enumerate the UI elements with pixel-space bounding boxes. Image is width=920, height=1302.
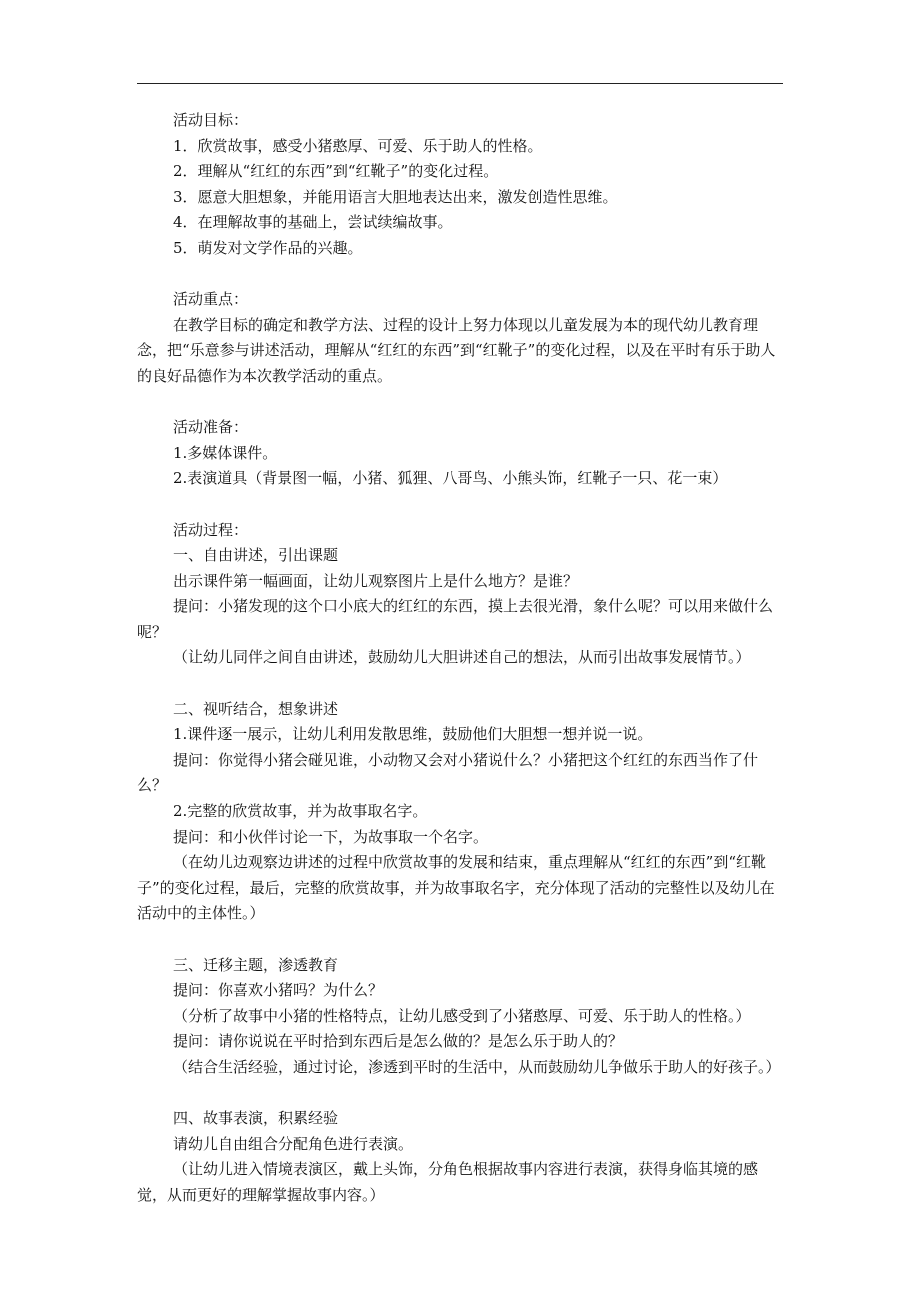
step-title: 一、自由讲述，引出课题: [173, 546, 339, 565]
spacer: [137, 927, 785, 953]
step-title: 四、故事表演，积累经验: [173, 1109, 339, 1128]
spacer: [137, 1081, 785, 1107]
prep-item: 2.表演道具（背景图一幅，小猪、狐狸、八哥鸟、小熊头饰，红靴子一只、花一束）: [173, 469, 728, 488]
process-section: [137, 518, 785, 1209]
prep-section: [137, 415, 785, 492]
spacer: [137, 390, 785, 416]
focus-heading: 活动重点：: [173, 290, 249, 309]
goal-item: 1．欣赏故事，感受小猪憨厚、可爱、乐于助人的性格。: [173, 136, 543, 155]
step-line: 请幼儿自由组合分配角色进行表演。: [173, 1134, 414, 1153]
step-line: 提问：和小伙伴讨论一下，为故事取一个名字。: [173, 827, 489, 846]
step-line: （结合生活经验，通过讨论，渗透到平时的生活中，从而鼓励幼儿争做乐于助人的好孩子。）: [173, 1057, 781, 1076]
goal-item: 2．理解从“红红的东西”到“红靴子”的变化过程。: [173, 162, 499, 181]
goal-item: 5．萌发对文学作品的兴趣。: [173, 238, 363, 257]
step-title: 二、视听结合，想象讲述: [173, 699, 339, 718]
step-line: 提问：小猪发现的这个口小底大的红红的东西，摸上去很光滑，象什么呢？可以用来做什么呢？: [137, 597, 774, 641]
lesson-plan-document: [137, 108, 785, 1209]
step-line: 提问：你觉得小猪会碰见谁，小动物又会对小猪说什么？小猪把这个红红的东西当作了什么？: [137, 750, 759, 795]
spacer: [137, 671, 785, 697]
header-rule: [137, 83, 783, 84]
step-line: 提问：你喜欢小猪吗？为什么？: [173, 981, 384, 1000]
prep-item: 1.多媒体课件。: [173, 443, 278, 462]
process-heading: 活动过程：: [173, 520, 249, 539]
goals-heading: 活动目标：: [173, 111, 249, 129]
step-line: 2.完整的欣赏故事，并为故事取名字。: [173, 802, 428, 821]
step-line: （让幼儿同伴之间自由讲述，鼓励幼儿大胆讲述自己的想法，从而引出故事发展情节。）: [173, 648, 751, 667]
step-line: （分析了故事中小猪的性格特点，让幼儿感受到了小猪憨厚、可爱、乐于助人的性格。）: [173, 1006, 751, 1025]
prep-heading: 活动准备：: [173, 418, 249, 437]
spacer: [137, 492, 785, 518]
focus-section: [137, 287, 785, 389]
goals-section: [137, 108, 785, 262]
step-line: 出示课件第一幅画面，让幼儿观察图片上是什么地方？是谁？: [173, 571, 579, 590]
step-line: 提问：请你说说在平时拾到东西后是怎么做的？是怎么乐于助人的？: [173, 1032, 624, 1051]
goal-item: 3．愿意大胆想象，并能用语言大胆地表达出来，激发创造性思维。: [173, 187, 618, 206]
step-line: （让幼儿进入情境表演区，戴上头饰，分角色根据故事内容进行表演，获得身临其境的感觉，从而更好的理解掌握故事内容。）: [137, 1160, 759, 1204]
spacer: [137, 262, 785, 288]
focus-paragraph: 在教学目标的确定和教学方法、过程的设计上努力体现以儿童发展为本的现代幼儿教育理念，把“乐意参与讲述活动，理解从“红红的东西”到“红靴子”的变化过程，以及在平时有乐于助人的良好品德作为本次教学活动的重点。: [137, 315, 776, 385]
goal-item: 4．在理解故事的基础上，尝试续编故事。: [173, 213, 453, 232]
step-line: 1.课件逐一展示，让幼儿利用发散思维，鼓励他们大胆想一想并说一说。: [173, 725, 653, 744]
step-line: （在幼儿边观察边讲述的过程中欣赏故事的发展和结束，重点理解从“红红的东西”到“红靴子”的变化过程，最后，完整的欣赏故事，并为故事取名字，充分体现了活动的完整性以及幼儿在活动中的主体性。）: [137, 853, 775, 923]
step-title: 三、迁移主题，渗透教育: [173, 955, 339, 974]
